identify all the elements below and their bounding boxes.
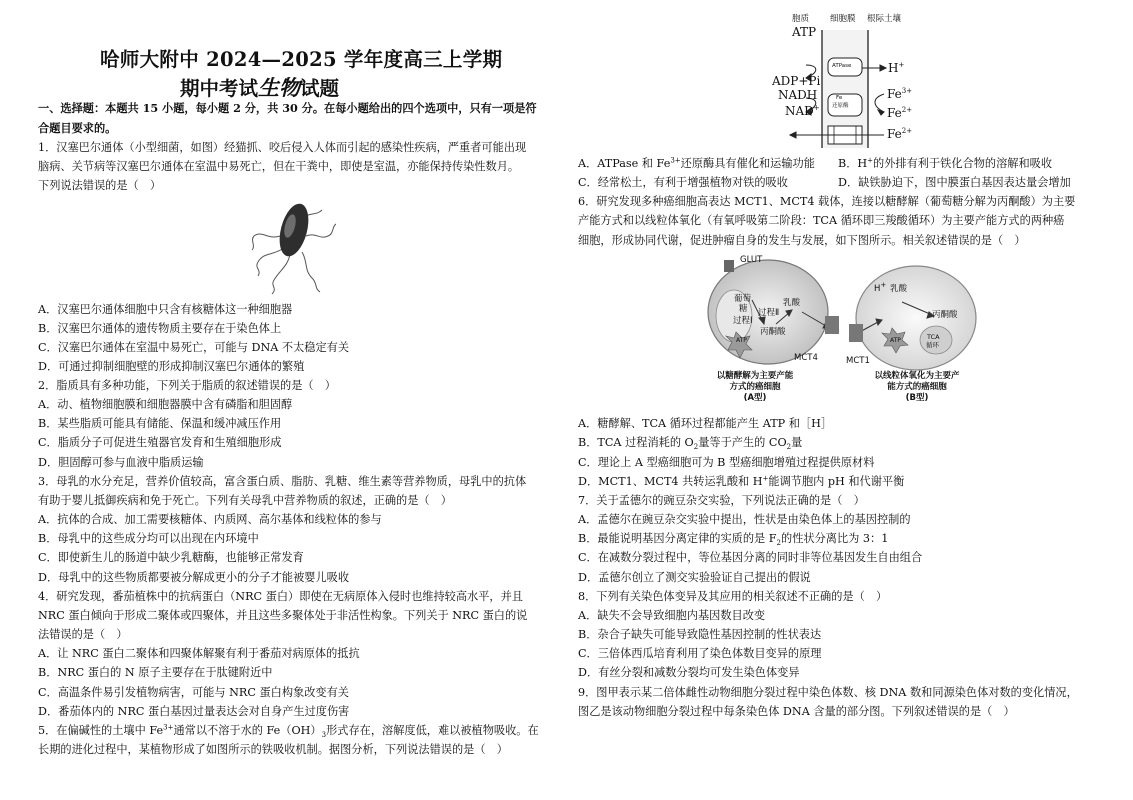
fig6-mct4: MCT4 — [794, 353, 818, 363]
q2-option-c: C．脂质分子可促进生殖器官发育和生殖细胞形成 — [38, 436, 282, 449]
q3-option-c: C．即使新生儿的肠道中缺少乳糖酶，也能够正常发育 — [38, 551, 304, 564]
q5-text-c: 形式存在，溶解度低，难以被植物吸收。在 — [326, 724, 539, 737]
q5-option-b — [838, 157, 1052, 171]
q2-stem: 2．脂质具有多种功能，下列关于脂质的叙述错误的是（ ） — [38, 379, 336, 392]
q8-option-c: C．三倍体西瓜培育利用了染色体数目变异的原理 — [578, 647, 822, 660]
fig6-glucose2: 糖 — [739, 304, 748, 314]
fig5-fe2b-text: Fe — [887, 127, 902, 141]
caption-b-line2: 能方式的癌细胞 — [887, 382, 947, 392]
q6-optB-sub2: 2 — [786, 443, 792, 452]
q7-option-b — [578, 532, 888, 546]
fig5-adp: ADP+Pi — [772, 74, 821, 88]
caption-a-line1: 以糖酵解为主要产能 — [716, 371, 794, 381]
q5-optB-sup: + — [867, 156, 874, 165]
q4-option-c: C．高温条件易引发植物病害，可能与 NRC 蛋白构象改变有关 — [38, 686, 349, 699]
q1-stem-line3: 下列说法错误的是（ ） — [38, 179, 162, 192]
fig6-h — [874, 282, 886, 296]
flagellum — [302, 252, 320, 292]
fig5-fe2a — [887, 106, 912, 120]
flagellum — [272, 254, 290, 294]
fig5-fe2a-text: Fe — [887, 106, 902, 120]
glut-transporter — [724, 260, 734, 272]
q4-stem-line2: NRC 蛋白倾向于形成二聚体或四聚体，并且这些多聚体处于非活性构象。下列关于 NRC 蛋白的说 — [38, 609, 528, 622]
q6-optB-sub1: 2 — [693, 443, 699, 452]
q1-option-d: D．可通过抑制细胞壁的形成抑制汉塞巴尔通体的繁殖 — [38, 360, 305, 373]
fig5-fe2a-sup: 2+ — [901, 106, 913, 114]
arrowhead — [790, 132, 796, 138]
q1-option-c: C．汉塞巴尔通体在室温中易死亡，可能与 DNA 不太稳定有关 — [38, 341, 350, 354]
subtitle-subject: 生物 — [258, 75, 301, 100]
q5-optB-text-b: 的外排有利于铁化合物的溶解和吸收 — [873, 157, 1053, 170]
fig6-h-sup: + — [880, 281, 887, 290]
q4-option-a: A．让 NRC 蛋白二聚体和四聚体解聚有利于番茄对病原体的抵抗 — [38, 647, 360, 660]
q5-sub: 3 — [321, 731, 327, 740]
fig5-nadh: NADH — [778, 88, 818, 102]
q6-option-d — [578, 475, 904, 489]
fig6-proc1: 过程Ⅰ — [733, 316, 753, 326]
q5-option-d: D．缺铁胁迫下，图中膜蛋白基因表达量会增加 — [838, 176, 1071, 189]
q2-option-a: A．动、植物细胞膜和细胞器膜中含有磷脂和胆固醇 — [38, 398, 293, 411]
q5-optA-text-a: A．ATPase 和 Fe — [578, 157, 671, 170]
fig6-pyruvate-b: 丙酮酸 — [932, 310, 958, 320]
subtitle-part1: 期中考试 — [180, 77, 259, 100]
fig5-cytoplasm-label: 胞质 — [792, 14, 810, 24]
q8-option-a: A．缺失不会导致细胞内基因数目改变 — [578, 609, 766, 622]
q5-stem-line2: 长期的进化过程中，某植物形成了如图所示的铁吸收机制。据图分析，下列说法错误的是（ ） — [38, 743, 508, 756]
q1-stem-line1: 1．汉塞巴尔通体（小型细菌，如图）经猫抓、咬后侵入人体而引起的感染性疾病，严重者可能出现 — [38, 141, 527, 154]
fig5-fe3-sup: 3+ — [901, 87, 913, 95]
mct1-transporter — [849, 324, 863, 342]
q7-optB-a: B．最能说明基因分离定律的实质的是 F — [578, 532, 777, 545]
fig6-glut: GLUT — [740, 255, 763, 265]
fig6-atp-a: ATP — [736, 337, 747, 344]
q5-optA-text-b: 还原酶具有催化和运输功能 — [680, 157, 815, 170]
q9-stem-line1: 9．图甲表示某二倍体雌性动物细胞分裂过程中染色体数、核 DNA 数和同源染色体对数的变化情况， — [578, 686, 1078, 699]
fig5-atpase: ATPase — [832, 63, 852, 69]
fig5-nad-text: NAD — [785, 104, 814, 118]
q9-stem-line2: 图乙是该动物细胞分裂过程中每条染色体 DNA 含量的部分图。下列叙述错误的是（ ） — [578, 705, 1015, 718]
q3-stem-line2: 有助于婴儿抵御疾病和免于死亡。下列有关母乳中营养物质的叙述，正确的是（ ） — [38, 494, 452, 507]
q6-option-b — [578, 436, 802, 450]
fig6-caption-a — [700, 371, 810, 404]
q6-stem-line2: 产能方式和以线粒体氧化（有氧呼吸第二阶段：TCA 循环即三羧酸循环）为主要产能方式的两种癌 — [578, 214, 1065, 227]
q5-optB-text-a: B．H — [838, 157, 868, 170]
q6-stem-line3: 细胞，形成协同代谢，促进肿瘤自身的发生与发展，如下图所示。相关叙述错误的是（ ） — [578, 234, 1026, 247]
section-heading-cont: 合题目要求的。 — [38, 121, 117, 135]
q1-option-a: A．汉塞巴尔通体细胞中只含有核糖体这一种细胞器 — [38, 303, 293, 316]
q8-stem: 8．下列有关染色体变异及其应用的相关叙述不正确的是（ ） — [578, 590, 888, 603]
q3-stem-line1: 3．母乳的水分充足，营养价值较高，富含蛋白质、脂肪、乳糖、维生素等营养物质，母乳中的抗体 — [38, 475, 527, 488]
q6-option-a: A．糖酵解、TCA 循环过程都能产生 ATP 和［H］ — [578, 417, 833, 430]
fig5-h — [888, 61, 904, 75]
fig6-pyruvate-a: 丙酮酸 — [760, 327, 786, 337]
q5-stem-line1 — [38, 724, 539, 738]
fe-arrow — [875, 94, 884, 112]
q6-optB-c: 量 — [791, 436, 803, 449]
fig5-h-sup: + — [898, 61, 905, 69]
q7-stem: 7．关于孟德尔的豌豆杂交实验，下列说法正确的是（ ） — [578, 494, 865, 507]
q7-optB-b: 的性状分离比为 3：1 — [781, 532, 889, 545]
fig6-atp-b: ATP — [890, 337, 901, 344]
fig6-lactate-b: 乳酸 — [890, 284, 908, 294]
q6-optD-b: 能调节胞内 pH 和代谢平衡 — [768, 475, 905, 488]
section-heading: 一、选择题：本题共 15 小题，每小题 2 分，共 30 分。在每小题给出的四个选项中，只有一项是符 — [38, 101, 537, 115]
arrowhead — [880, 65, 886, 71]
q5-sup: 3+ — [163, 723, 174, 732]
q7-option-d: D．孟德尔创立了测交实验验证自己提出的假说 — [578, 571, 811, 584]
fig6-lactate-a: 乳酸 — [783, 298, 801, 308]
fig5-fe2b-sup: 2+ — [901, 127, 913, 135]
caption-a-line2: 方式的癌细胞 — [729, 382, 781, 392]
exam-subtitle — [180, 72, 339, 102]
fig6-h-text: H — [874, 284, 881, 294]
fig6-tca1: TCA — [927, 333, 940, 341]
mct4-transporter — [825, 316, 839, 334]
fig5-reductase-label2: 还原酶 — [832, 103, 849, 109]
q4-stem-line1: 4．研究发现，番茄植株中的抗病蛋白（NRC 蛋白）即使在无病原体入侵时也维持较高水平，并且 — [38, 590, 523, 603]
q6-stem-line1: 6．研究发现多种癌细胞高表达 MCT1、MCT4 载体，连接以糖酵解（葡萄糖分解为丙酮酸）为主要 — [578, 195, 1076, 208]
fig6-proc2: 过程Ⅱ — [758, 308, 780, 318]
fig6-glucose1: 葡萄 — [734, 294, 752, 304]
fig6-mct1: MCT1 — [846, 356, 870, 366]
q6-optB-b: 量等于产生的 CO — [698, 436, 787, 449]
q5-text-b: 通常以不溶于水的 Fe（OH） — [173, 724, 322, 737]
q6-optD-a: D．MCT1、MCT4 共转运乳酸和 H — [578, 475, 763, 488]
caption-b-line1: 以线粒体氧化为主要产 — [874, 371, 960, 381]
fig5-reductase-label1: Fe — [836, 95, 843, 101]
q6-optB-a: B．TCA 过程消耗的 O — [578, 436, 694, 449]
fig5-atp: ATP — [792, 25, 817, 39]
fig5-fe3 — [887, 87, 912, 101]
q4-option-b: B．NRC 蛋白的 N 原子主要存在于肽键附近中 — [38, 666, 273, 679]
q5-text-a: 5．在偏碱性的土壤中 Fe — [38, 724, 164, 737]
q8-option-d: D．有丝分裂和减数分裂均可发生染色体变异 — [578, 666, 800, 679]
q1-stem-line2: 脑病、关节病等汉塞巴尔通体在室温中易死亡，但在干粪中，即使是室温，亦能保持传染性数月。 — [38, 160, 520, 173]
q2-option-b: B．某些脂质可能具有储能、保温和缓冲减压作用 — [38, 417, 282, 430]
fig5-fe2b — [887, 127, 912, 141]
q1-option-b: B．汉塞巴尔通体的遗传物质主要存在于染色体上 — [38, 322, 282, 335]
fig6-caption-b — [852, 371, 982, 404]
bacterium-figure — [250, 196, 336, 296]
q7-option-a: A．孟德尔在豌豆杂交实验中提出，性状是由染色体上的基因控制的 — [578, 513, 911, 526]
fig5-nad-sup: + — [813, 104, 820, 112]
caption-a-line3: (A型) — [743, 393, 767, 403]
q5-option-c: C．经常松土，有利于增强植物对铁的吸收 — [578, 176, 788, 189]
fig5-nad — [785, 104, 820, 118]
fig5-fe3-text: Fe — [887, 87, 902, 101]
q6-optD-sup: + — [762, 474, 769, 483]
fig6-tca2: 循环 — [926, 341, 939, 349]
q3-option-b: B．母乳中的这些成分均可以出现在内环境中 — [38, 532, 259, 545]
q8-option-b: B．杂合子缺失可能导致隐性基因控制的性状表达 — [578, 628, 822, 641]
q2-option-d: D．胆固醇可参与血液中脂质运输 — [38, 456, 204, 469]
fig5-membrane-label: 细胞膜 — [830, 14, 856, 24]
q7-optB-sub: 2 — [776, 539, 782, 548]
arrowhead — [878, 110, 884, 115]
q3-option-a: A．抗体的合成、加工需要核糖体、内质网、高尔基体和线粒体的参与 — [38, 513, 382, 526]
subtitle-part3: 试题 — [300, 77, 340, 100]
caption-b-line3: (B型) — [905, 393, 929, 403]
flagellum — [306, 224, 336, 237]
fig5-soil-label: 根际土壤 — [867, 14, 902, 24]
q3-option-d: D．母乳中的这些物质都要被分解成更小的分子才能被婴儿吸收 — [38, 571, 350, 584]
q5-option-a — [578, 157, 815, 171]
fig5-h-text: H — [888, 61, 899, 75]
q4-option-d: D．番茄体内的 NRC 蛋白基因过量表达会对自身产生过度伤害 — [38, 705, 350, 718]
q5-optA-sup: 3+ — [670, 156, 681, 165]
q4-stem-line3: 法错误的是（ ） — [38, 628, 128, 641]
q6-option-c: C．理论上 A 型癌细胞可为 B 型癌细胞增殖过程提供原材料 — [578, 456, 875, 469]
exam-title: 哈师大附中 2024—2025 学年度高三上学期 — [100, 48, 503, 71]
q7-option-c: C．在减数分裂过程中，等位基因分离的同时非等位基因发生自由组合 — [578, 551, 923, 564]
flagellum — [252, 234, 280, 250]
